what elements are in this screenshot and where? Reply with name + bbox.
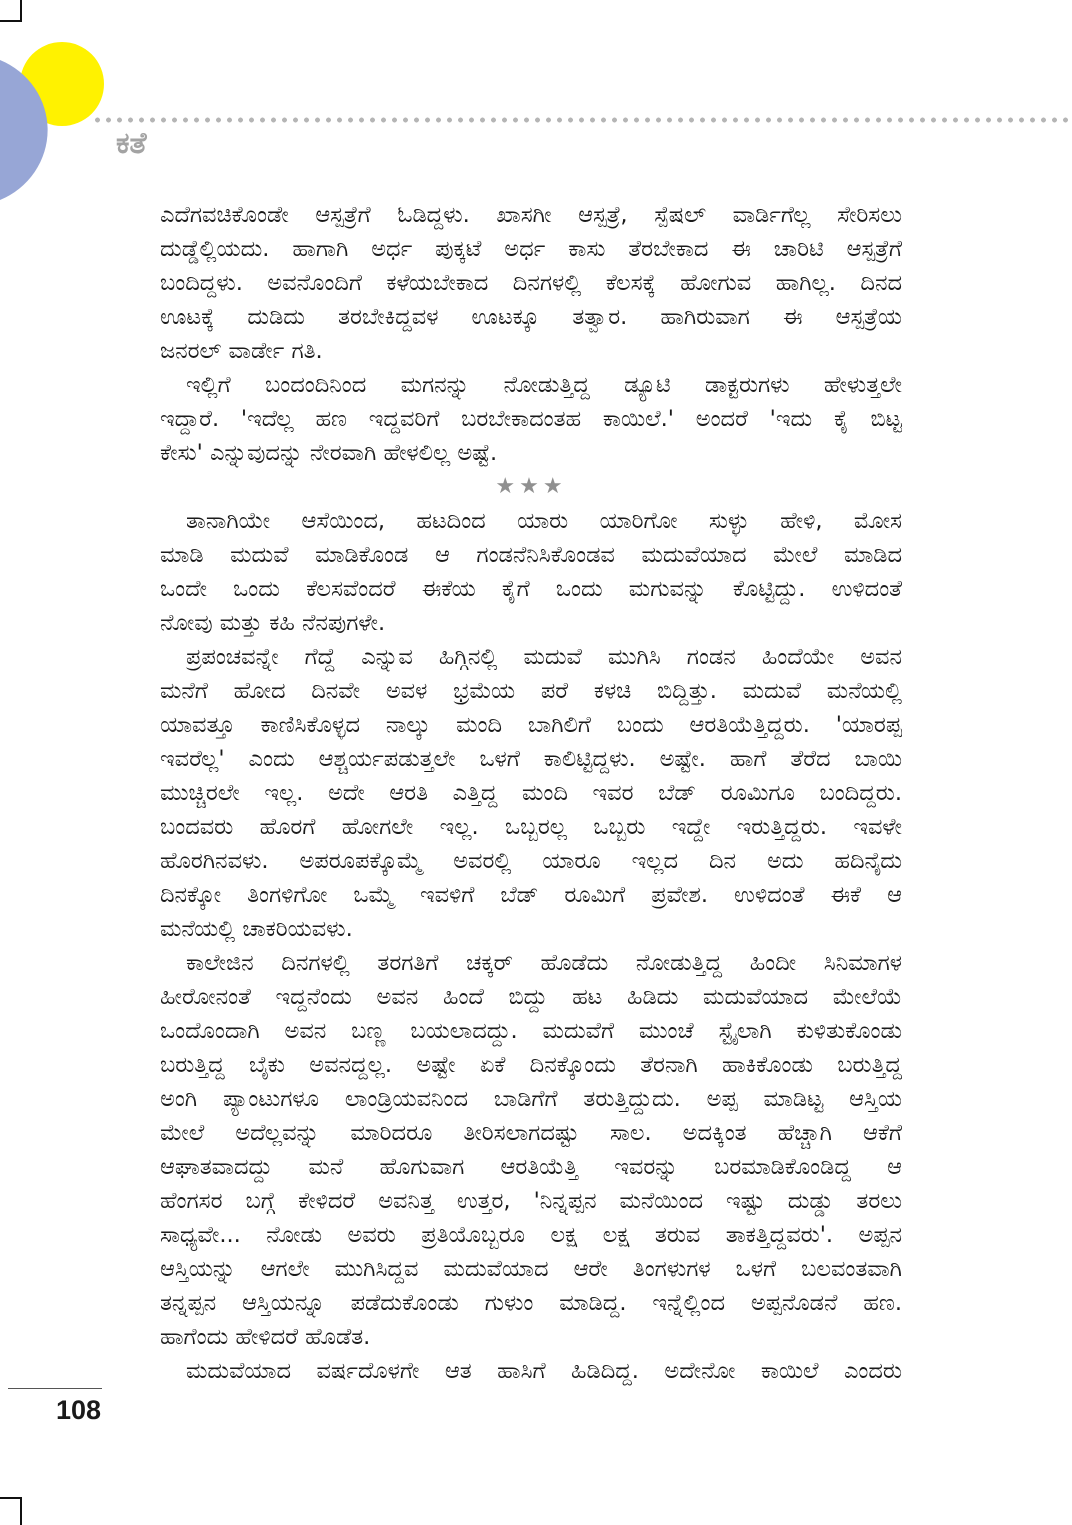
text-line: ಹಾಗೆಂದು ಹೇಳಿದರೆ ಹೊಡೆತ. xyxy=(160,1324,371,1350)
text-line: ಮೇಲೆ ಅದೆಲ್ಲವನ್ನು ಮಾರಿದರೂ ತೀರಿಸಲಾಗದಷ್ಟು ಸಾಲ. ಅದಕ್ಕಿಂತ ಹೆಚ್ಚಾಗಿ ಆಕೆಗೆ xyxy=(160,1120,902,1146)
text-line: ಹೀರೋನಂತೆ ಇದ್ದನೆಂದು ಅವನ ಹಿಂದೆ ಬಿದ್ದು ಹಟ ಹಿಡಿದು ಮದುವೆಯಾದ ಮೇಲೆಯೆ xyxy=(160,984,902,1010)
section-break-stars: ★★★ xyxy=(495,474,567,499)
text-line: ಹೊರಗಿನವಳು. ಅಪರೂಪಕ್ಕೊಮ್ಮೆ ಅವರಲ್ಲಿ ಯಾರೂ ಇಲ್ಲದ ದಿನ ಅದು ಹದಿನೈದು xyxy=(160,848,902,874)
text-line: ಬಂದವರು ಹೊರಗೆ ಹೋಗಲೇ ಇಲ್ಲ. ಒಬ್ಬರಲ್ಲ ಒಬ್ಬರು ಇದ್ದೇ ಇರುತ್ತಿದ್ದರು. ಇವಳೇ xyxy=(160,814,902,840)
text-line: ಮದುವೆಯಾದ ವರ್ಷದೊಳಗೇ ಆತ ಹಾಸಿಗೆ ಹಿಡಿದಿದ್ದ. ಅದೇನೋ ಕಾಯಿಲೆ ಎಂದರು xyxy=(186,1358,902,1384)
text-line: ಆಘಾತವಾದದ್ದು ಮನೆ ಹೊಗುವಾಗ ಆರತಿಯೆತ್ತಿ ಇವರನ್ನು ಬರಮಾಡಿಕೊಂಡಿದ್ದ ಆ xyxy=(160,1154,902,1180)
text-line: ಸಾಧ್ಯವೇ... ನೋಡು ಅವರು ಪ್ರತಿಯೊಬ್ಬರೂ ಲಕ್ಷ ಲಕ್ಷ ತರುವ ತಾಕತ್ತಿದ್ದವರು'. ಅಪ್ಪನ xyxy=(160,1222,902,1248)
page-number: 108 xyxy=(56,1395,102,1425)
text-line: ಹೆಂಗಸರ ಬಗ್ಗೆ ಕೇಳಿದರೆ ಅವನಿತ್ತ ಉತ್ತರ, 'ನಿನ್ನಪ್ಪನ ಮನೆಯಿಂದ ಇಷ್ಟು ದುಡ್ಡು ತರಲು xyxy=(160,1188,902,1214)
text-line: ಇದ್ದಾರೆ. 'ಇದೆಲ್ಲ ಹಣ ಇದ್ದವರಿಗೆ ಬರಬೇಕಾದಂತಹ ಕಾಯಿಲೆ.' ಅಂದರೆ 'ಇದು ಕೈ ಬಿಟ್ಟ xyxy=(160,406,902,432)
text-line: ಒಂದೊಂದಾಗಿ ಅವನ ಬಣ್ಣ ಬಯಲಾದದ್ದು. ಮದುವೆಗೆ ಮುಂಚೆ ಸ್ಟೈಲಾಗಿ ಕುಳಿತುಕೊಂಡು xyxy=(160,1018,902,1044)
section-label: ಕತೆ xyxy=(116,126,147,161)
text-line: ನೋವು ಮತ್ತು ಕಹಿ ನೆನಪುಗಳೇ. xyxy=(160,610,386,636)
corner-decoration xyxy=(0,0,110,210)
text-line: ಆಸ್ತಿಯನ್ನು ಆಗಲೇ ಮುಗಿಸಿದ್ದವ ಮದುವೆಯಾದ ಆರೇ ತಿಂಗಳುಗಳ ಒಳಗೆ ಬಲವಂತವಾಗಿ xyxy=(160,1256,902,1282)
text-line: ದಿನಕ್ಕೋ ತಿಂಗಳಿಗೋ ಒಮ್ಮೆ ಇವಳಿಗೆ ಬೆಡ್ ರೂಮಿಗೆ ಪ್ರವೇಶ. ಉಳಿದಂತೆ ಈಕೆ ಆ xyxy=(160,882,902,908)
text-line: ಮನೆಯಲ್ಲಿ ಚಾಕರಿಯವಳು. xyxy=(160,916,353,942)
text-line: ಕಾಲೇಜಿನ ದಿನಗಳಲ್ಲಿ ತರಗತಿಗೆ ಚಕ್ಕರ್ ಹೊಡೆದು ನೋಡುತ್ತಿದ್ದ ಹಿಂದೀ ಸಿನಿಮಾಗಳ xyxy=(186,950,902,976)
text-line: ಇಲ್ಲಿಗೆ ಬಂದಂದಿನಿಂದ ಮಗನನ್ನು ನೋಡುತ್ತಿದ್ದ ಡ್ಯೂಟಿ ಡಾಕ್ಟರುಗಳು ಹೇಳುತ್ತಲೇ xyxy=(186,372,902,398)
text-line: ತನ್ನಪ್ಪನ ಆಸ್ತಿಯನ್ನೂ ಪಡೆದುಕೊಂಡು ಗುಳುಂ ಮಾಡಿದ್ದ. ಇನ್ನೆಲ್ಲಿಂದ ಅಪ್ಪನೊಡನೆ ಹಣ. xyxy=(160,1290,902,1316)
text-line: ಮಾಡಿ ಮದುವೆ ಮಾಡಿಕೊಂಡ ಆ ಗಂಡನೆನಿಸಿಕೊಂಡವ ಮದುವೆಯಾದ ಮೇಲೆ ಮಾಡಿದ xyxy=(160,542,902,568)
text-line: ಮನೆಗೆ ಹೋದ ದಿನವೇ ಅವಳ ಭ್ರಮೆಯ ಪರೆ ಕಳಚಿ ಬಿದ್ದಿತ್ತು. ಮದುವೆ ಮನೆಯಲ್ಲಿ xyxy=(160,678,902,704)
text-line: ಇವರೆಲ್ಲ' ಎಂದು ಆಶ್ಚರ್ಯಪಡುತ್ತಲೇ ಒಳಗೆ ಕಾಲಿಟ್ಟಿದ್ದಳು. ಅಷ್ಟೇ. ಹಾಗೆ ತೆರೆದ ಬಾಯಿ xyxy=(160,746,902,772)
text-line: ಎದೆಗವಚಿಕೊಂಡೇ ಆಸ್ಪತ್ರೆಗೆ ಓಡಿದ್ದಳು. ಖಾಸಗೀ ಆಸ್ಪತ್ರೆ, ಸ್ಪೆಷಲ್ ವಾರ್ಡಿಗೆಲ್ಲ ಸೇರಿಸಲು xyxy=(160,202,902,228)
story-text xyxy=(160,198,902,1388)
text-line: ಮುಚ್ಚಿರಲೇ ಇಲ್ಲ. ಅದೇ ಆರತಿ ಎತ್ತಿದ್ದ ಮಂದಿ ಇವರ ಬೆಡ್ ರೂಮಿಗೂ ಬಂದಿದ್ದರು. xyxy=(160,780,902,806)
text-line: ಬರುತ್ತಿದ್ದ ಬೈಕು ಅವನದ್ದಲ್ಲ. ಅಷ್ಟೇ ಏಕೆ ದಿನಕ್ಕೊಂದು ತೆರನಾಗಿ ಹಾಕಿಕೊಂಡು ಬರುತ್ತಿದ್ದ xyxy=(160,1052,902,1078)
text-line: ಕೇಸು' ಎನ್ನುವುದನ್ನು ನೇರವಾಗಿ ಹೇಳಲಿಲ್ಲ ಅಷ್ಟೆ. xyxy=(160,440,498,466)
text-line: ಒಂದೇ ಒಂದು ಕೆಲಸವೆಂದರೆ ಈಕೆಯ ಕೈಗೆ ಒಂದು ಮಗುವನ್ನು ಕೊಟ್ಟಿದ್ದು. ಉಳಿದಂತೆ xyxy=(160,576,902,602)
crop-mark-bottom xyxy=(0,1497,22,1525)
text-line: ಅಂಗಿ ಪ್ಯಾಂಟುಗಳೂ ಲಾಂಡ್ರಿಯವನಿಂದ ಬಾಡಿಗೆಗೆ ತರುತ್ತಿದ್ದುದು. ಅಪ್ಪ ಮಾಡಿಟ್ಟ ಆಸ್ತಿಯ xyxy=(160,1086,902,1112)
text-line: ದುಡ್ಡೆಲ್ಲಿಯದು. ಹಾಗಾಗಿ ಅರ್ಧ ಪುಕ್ಕಟೆ ಅರ್ಧ ಕಾಸು ತೆರಬೇಕಾದ ಈ ಚಾರಿಟಿ ಆಸ್ಪತ್ರೆಗೆ xyxy=(160,236,902,262)
text-line: ಪ್ರಪಂಚವನ್ನೇ ಗೆದ್ದೆ ಎನ್ನುವ ಹಿಗ್ಗಿನಲ್ಲಿ ಮದುವೆ ಮುಗಿಸಿ ಗಂಡನ ಹಿಂದೆಯೇ ಅವನ xyxy=(186,644,902,670)
text-line: ಜನರಲ್ ವಾರ್ಡೇ ಗತಿ. xyxy=(160,338,323,364)
text-line: ಬಂದಿದ್ದಳು. ಅವನೊಂದಿಗೆ ಕಳೆಯಬೇಕಾದ ದಿನಗಳಲ್ಲಿ ಕೆಲಸಕ್ಕೆ ಹೋಗುವ ಹಾಗಿಲ್ಲ. ದಿನದ xyxy=(160,270,902,296)
page-number-rule xyxy=(8,1388,102,1389)
text-line: ಯಾವತ್ತೂ ಕಾಣಿಸಿಕೊಳ್ಳದ ನಾಲ್ಕು ಮಂದಿ ಬಾಗಿಲಿಗೆ ಬಂದು ಆರತಿಯೆತ್ತಿದ್ದರು. 'ಯಾರಪ್ಪ xyxy=(160,712,902,738)
text-line: ಊಟಕ್ಕೆ ದುಡಿದು ತರಬೇಕಿದ್ದವಳ ಊಟಕ್ಕೂ ತತ್ವಾರ. ಹಾಗಿರುವಾಗ ಈ ಆಸ್ಪತ್ರೆಯ xyxy=(160,304,902,330)
text-line: ತಾನಾಗಿಯೇ ಆಸೆಯಿಂದ, ಹಟದಿಂದ ಯಾರು ಯಾರಿಗೋ ಸುಳ್ಳು ಹೇಳಿ, ಮೋಸ xyxy=(186,508,902,534)
dotted-rule xyxy=(92,116,1072,124)
